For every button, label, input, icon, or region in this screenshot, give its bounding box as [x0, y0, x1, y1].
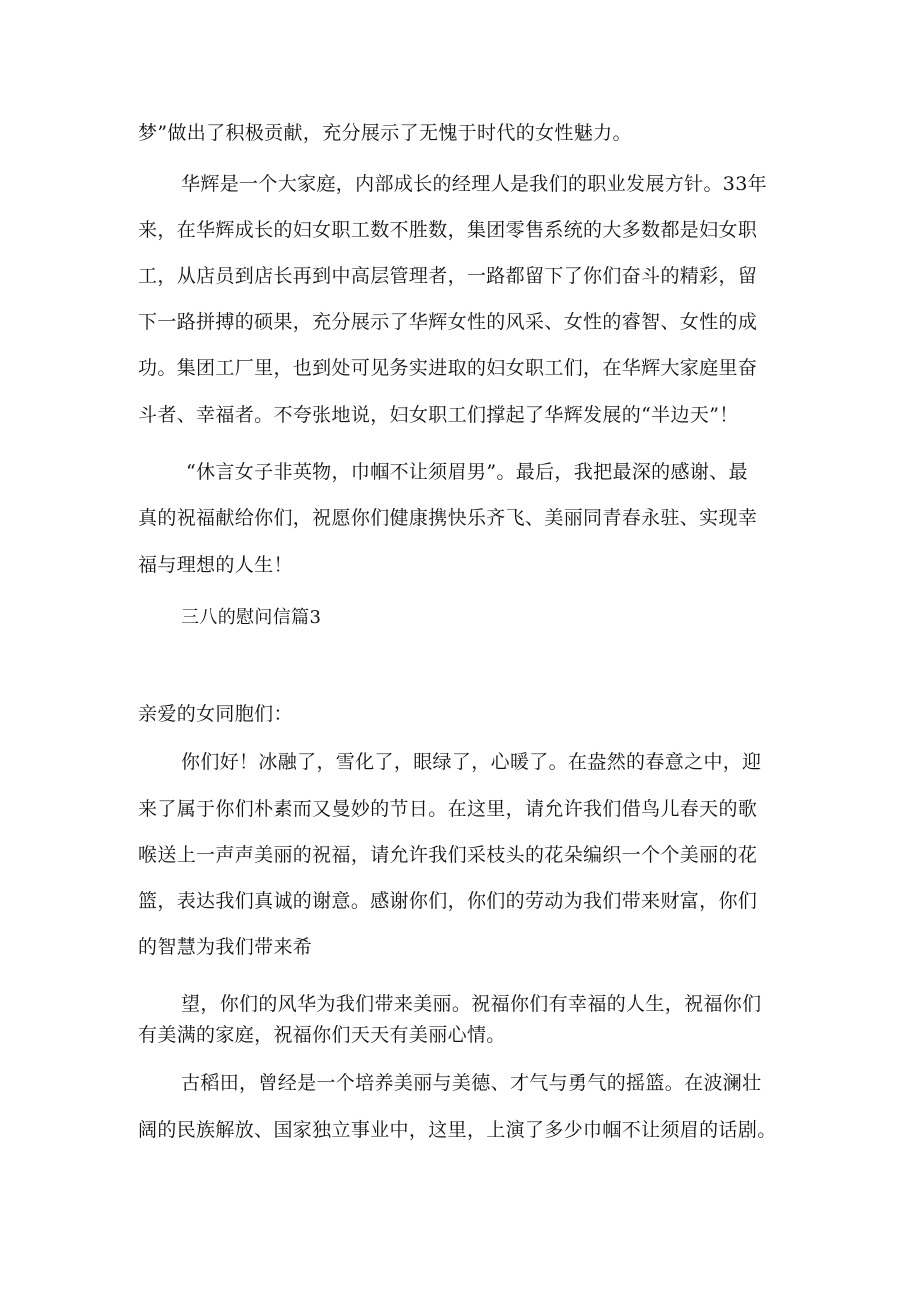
paragraph-2-line-3: 工，从店员到店长再到中高层管理者，一路都留下了你们奋斗的精彩，留 — [138, 265, 758, 287]
paragraph-5-line-1: 望，你们的风华为我们带来美丽。祝福你们有幸福的人生，祝福你们 — [181, 993, 762, 1015]
paragraph-6-line-2: 阔的民族解放、国家独立事业中，这里，上演了多少巾帼不让须眉的话剧。 — [138, 1119, 777, 1141]
paragraph-3-line-2: 真的祝福献给你们，祝愿你们健康携快乐齐飞、美丽同青春永驻、实现幸 — [138, 507, 758, 529]
paragraph-2-line-5: 功。集团工厂里，也到处可见务实进取的妇女职工们，在华辉大家庭里奋 — [138, 357, 758, 379]
paragraph-4-line-4: 篮，表达我们真诚的谢意。感谢你们，你们的劳动为我们带来财富，你们 — [138, 890, 758, 912]
paragraph-1-line-1: 梦”做出了积极贡献，充分展示了无愧于时代的女性魅力。 — [138, 122, 632, 144]
paragraph-4-line-2: 来了属于你们朴素而又曼妙的节日。在这里，请允许我们借鸟儿春天的歌 — [138, 798, 758, 820]
paragraph-3-line-3: 福与理想的人生！ — [138, 554, 293, 576]
paragraph-4-line-1: 你们好！冰融了，雪化了，眼绿了，心暖了。在盎然的春意之中，迎 — [181, 751, 762, 773]
paragraph-2-line-2: 来，在华辉成长的妇女职工数不胜数，集团零售系统的大多数都是妇女职 — [138, 219, 758, 241]
salutation: 亲爱的女同胞们： — [138, 703, 293, 725]
paragraph-2-line-6: 斗者、幸福者。不夸张地说，妇女职工们撑起了华辉发展的“半边天”！ — [138, 404, 739, 426]
paragraph-6-line-1: 古稻田，曾经是一个培养美丽与美德、才气与勇气的摇篮。在波澜壮 — [181, 1072, 762, 1094]
paragraph-3-line-1: “休言女子非英物，巾帼不让须眉男”。最后，我把最深的感谢、最 — [186, 461, 748, 483]
section-heading: 三八的慰问信篇3 — [181, 607, 322, 628]
paragraph-4-line-5: 的智慧为我们带来希 — [138, 936, 313, 958]
paragraph-2-line-4: 下一路拼搏的硕果，充分展示了华辉女性的风采、女性的睿智、女性的成 — [138, 311, 758, 333]
paragraph-4-line-3: 喉送上一声声美丽的祝福，请允许我们采枝头的花朵编织一个个美丽的花 — [138, 844, 758, 866]
paragraph-5-line-2: 有美满的家庭，祝福你们天天有美丽心情。 — [138, 1024, 506, 1046]
paragraph-2-line-1: 华辉是一个大家庭，内部成长的经理人是我们的职业发展方针。33年 — [181, 173, 768, 195]
